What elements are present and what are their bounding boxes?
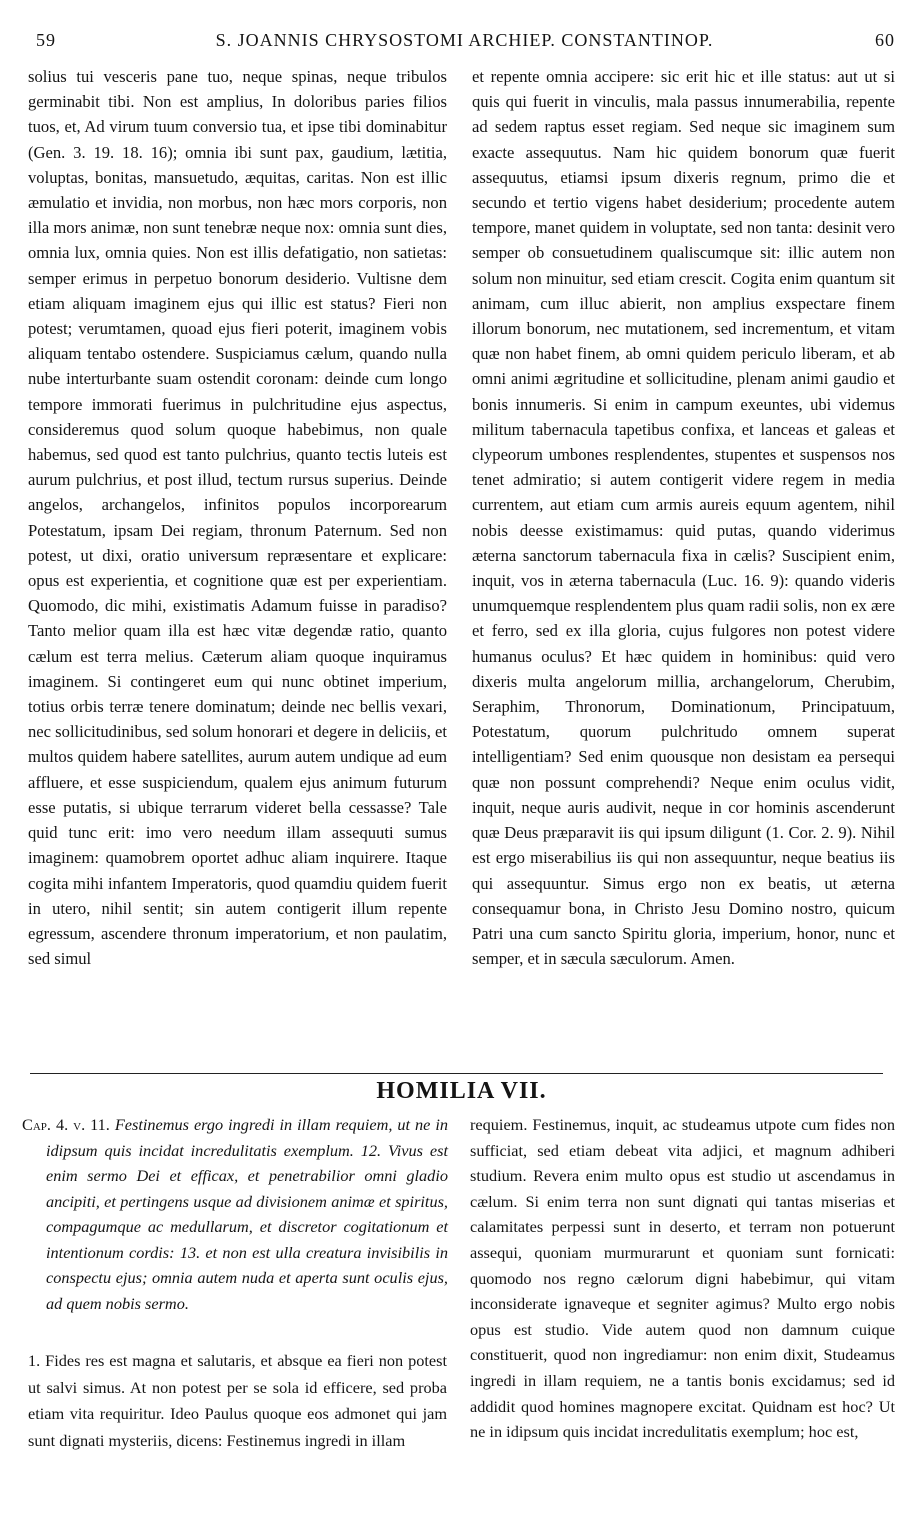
summary-text: Festinemus ergo ingredi in illam requiem, ut ne in idipsum quis incidat incredulitatis exemplum. 12. Vivus est enim sermo Dei et efficax, et penetrabilior omni gladio ancipiti, et pertingens usque ad divisionem animæ et spiritus, compagumque ac medullarum, et discretor cogitationum et intentionum cordis: 13. et non est ulla creatura invisibilis in conspectu ejus; omnia autem nuda et aperta sunt oculis ejus, ad quem nobis sermo.: [46, 1115, 448, 1313]
page-number-left: 59: [36, 30, 56, 50]
running-header: [30, 30, 899, 60]
text-column-lower-left: [28, 1348, 447, 1454]
paragraph: requiem. Festinemus, inquit, ac studeamus utpote cum fides non sufficiat, sed etiam debeat vita adjici, et magnum adhiberi studium. Revera enim multo opus est studio ut ascendamus in cælum. Si enim terra non sunt dignati qui tantas miserias et calamitates perpessi sunt in deserto, et terram non potuerunt assequi, quoniam murmurarunt et quoniam sunt fornicati: quomodo nos regno cælorum digni habebimur, qui vitam inconsiderate ignaveque et segniter agimus? Multo ergo nobis opus est studio. Vide autem quod non damnum cuique constituerit, quod non ingrediamur: non enim dixit, Studeamus ingredi in illam requiem, ne a tantis bonis excidamus; sed id addidit quod homines magnopere excitat. Quidnam est hoc? Ut ne in idipsum quis incidat incredulitatis exemplum; hoc est,: [470, 1115, 895, 1442]
running-title: S. JOANNIS CHRYSOSTOMI ARCHIEP. CONSTANTINOP.: [215, 30, 714, 50]
text-column-left: [28, 64, 447, 971]
paragraph: 1. Fides res est magna et salutaris, et absque ea fieri non potest ut salvi simus. At non potest per se sola id efficere, sed proba etiam vita requiritur. Ideo Paulus quoque eos admonet qui jam sunt dignati mysteriis, dicens: Festinemus ingredi in illam: [28, 1351, 447, 1450]
paragraph: solius tui vesceris pane tuo, neque spinas, neque tribulos germinabit tibi. Non est amplius, In doloribus paries filios tuos, et, Ad virum tuum conversio tua, et ipse tibi dominabitur (Gen. 3. 19. 18. 16); omnia ibi sunt pax, gaudium, lætitia, voluptas, bonitas, mansuetudo, æquitas, caritas. Non est illic æmulatio et invidia, non morbus, non hæc mors corporis, non illa mors animæ, non sunt tenebræ neque nox: omnia sunt dies, omnia lux, omnia quies. Non est illis defatigatio, non satietas: semper erimus in perpetuo bonorum desiderio. Vultisne dem etiam aliquam imaginem ejus qui illic est status? Fieri non potest; verumtamen, quoad ejus fieri poterit, imaginem vobis aliquam tentabo ostendere. Suspiciamus cælum, quando nulla nube interturbante suam ostendit coronam: deinde cum longo tempore immorati fuerimus in pulchritudine ejus aspectus, consideremus quod solum quoque habebimus, non quale habemus, sed quod est tanto pulchrius, quanto tectis luteis est aurum pulchrius, et post illud, tectum rursus superius. Deinde angelos, archangelos, infinitos populos incorporearum Potestatum, ipsam Dei regiam, thronum Paternum. Sed non potest, ut dixi, oratio universum repræsentare et explicare: opus est experientia, et cognitione quæ est per experientiam. Quomodo, dic mihi, existimatis Adamum fuisse in paradiso? Tanto melior quam illa est hæc vitæ degendæ ratio, quanto cælum est terra melius. Cæterum aliam quoque inquiramus imaginem. Si contingeret eum qui nunc obtinet imperium, totius orbis terræ tenere dominatum; deinde nec bellis vexari, nec sollicitudinibus, sed solum honorari et degere in deliciis, et multos quidem habere satellites, aurum autem undique ad eum affluere, et esse suspiciendum, qualem ejus animum futurum esse putatis, si ubique terrarum videret bella cessasse? Tale quid tunc erit: imo vero needum illam assequuti sumus imaginem: quamobrem oportet adhuc aliam inquirere. Itaque cogita mihi infantem Imperatoris, quod quamdiu quidem fuerit in utero, nihil sentit; sin autem contigerit illum repente egressum, ascendere thronum imperatorium, et non paulatim, sed simul: [28, 67, 447, 969]
chapter-reference: Cap. 4. v. 11.: [22, 1115, 110, 1134]
chapter-summary: [22, 1112, 448, 1316]
paragraph: et repente omnia accipere: sic erit hic et ille status: aut ut si quis qui fuerit in vinculis, mala passus innumerabilia, repente ad sedem raptus esset regiam. Sed neque sic imaginem sum exacte assequutus. Nam hic quidem bonorum quæ fuerit assequutus, etiamsi ipsum dixeris regnum, primo die et secundo et tertio vigens habet desiderium; procedente autem tempore, manet quidem in voluptate, sed non tanta: desinit vero semper ob consuetudinem qualiscumque sit: illic autem non solum non minuitur, sed etiam crescit. Cogita enim quantum sit animam, cum illuc abierit, non amplius exspectare finem illorum bonorum, nec mutationem, sed incrementum, et vitam quæ non habet finem, ab omni quidem periculo liberam, et ab omni animi ægritudine et sollicitudine, plenam animi gaudio et bonis innumeris. Si enim in campum exeuntes, ubi videmus militum tabernacula tapetibus confixa, et lanceas et galeas et clypeorum umbones resplendentes, stupentes et suspensos nos tenet admiratio; si autem contigerit videre regem in media currentem, aut etiam cum armis aureis equum agentem, nihil nobis deesse existimamus: quid putas, quando viderimus æterna sanctorum tabernacula fixa in cælis? Suscipient enim, inquit, vos in æterna tabernacula (Luc. 16. 9): quando videris unumquemque resplendentem plus quam radii solis, non ex ære et ferro, sed ex illa gloria, cujus fulgores non potest videre humanus oculus? Et hæc quidem in hominibus: quid vero dixeris multa angelorum millia, archangelorum, Cherubim, Seraphim, Thronorum, Dominationum, Principatuum, Potestatum, quorum pulchritudo omnem superat intelligentiam? Sed enim quousque non desistam ea persequi quæ non possunt comprehendi? Neque enim oculus vidit, inquit, neque auris audivit, neque in cor hominis ascenderunt quæ Deus præparavit iis qui ipsum diligunt (1. Cor. 2. 9). Nihil est ergo miserabilius iis qui non assequuntur, neque beatius iis qui assequuntur. Simus ergo non ex beatis, ut æterna consequamur bona, in Christo Jesu Domino nostro, quicum Patri una cum sancto Spiritu gloria, imperium, honor, nunc et semper, et in sæcula sæculorum. Amen.: [472, 67, 895, 969]
homily-heading: HOMILIA VII.: [376, 1078, 547, 1104]
text-column-right: [472, 64, 895, 971]
section-divider: [30, 1073, 883, 1074]
text-column-lower-right: [470, 1112, 895, 1445]
page-number-right: 60: [875, 30, 895, 50]
